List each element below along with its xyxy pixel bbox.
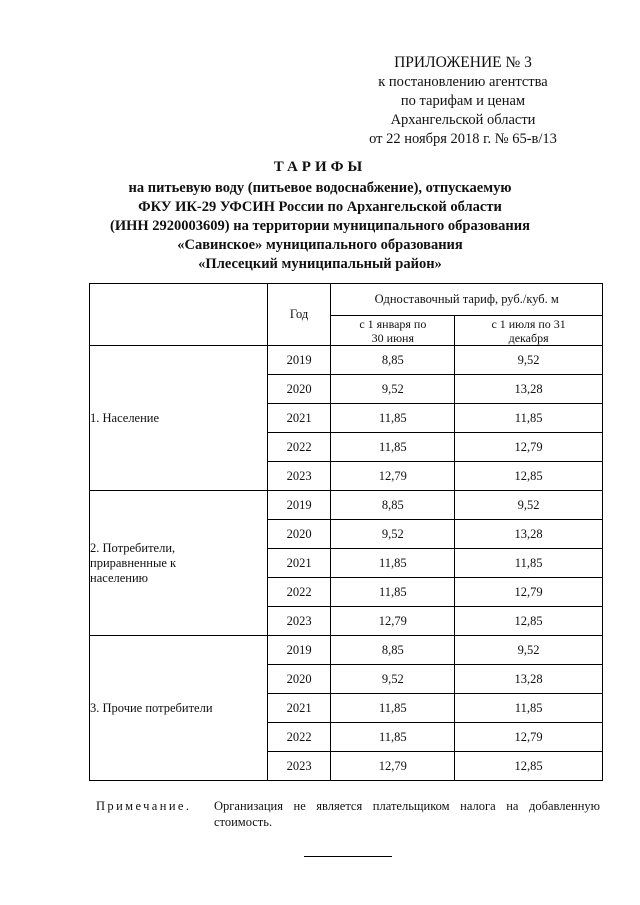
- year-cell: 2020: [267, 520, 331, 549]
- tariff-table: [89, 283, 603, 781]
- year-cell: 2023: [267, 752, 331, 781]
- header-period-1: с 1 января по 30 июня: [331, 316, 455, 346]
- tariff-h2-cell: 13,28: [455, 520, 603, 549]
- header-tariff: Одноставочный тариф, руб./куб. м: [331, 284, 603, 316]
- year-cell: 2020: [267, 375, 331, 404]
- appendix-line: Архангельской области: [390, 112, 536, 128]
- year-cell: 2019: [267, 636, 331, 665]
- appendix-line: по тарифам и ценам: [400, 93, 526, 109]
- header-period-2: с 1 июля по 31 декабря: [455, 316, 603, 346]
- year-cell: 2023: [267, 462, 331, 491]
- tariff-h1-cell: 9,52: [331, 375, 455, 404]
- title-main: ТАРИФЫ: [273, 159, 367, 175]
- tariff-h1-cell: 11,85: [331, 723, 455, 752]
- tariff-h2-cell: 9,52: [455, 346, 603, 375]
- title-line: ФКУ ИК-29 УФСИН России по Архангельской области: [138, 199, 502, 215]
- year-cell: 2019: [267, 491, 331, 520]
- tariff-h1-cell: 11,85: [331, 694, 455, 723]
- tariff-h2-cell: 12,85: [455, 752, 603, 781]
- appendix-line: к постановлению агентства: [378, 74, 548, 90]
- tariff-h2-cell: 13,28: [455, 665, 603, 694]
- category-cell: 3. Прочие потребители: [90, 636, 268, 781]
- note-text: Организация не является плательщиком налога на добавленную стоимость.: [214, 799, 600, 829]
- year-cell: 2022: [267, 433, 331, 462]
- title-line: (ИНН 2920003609) на территории муниципального образования: [110, 218, 530, 234]
- tariff-h1-cell: 8,85: [331, 346, 455, 375]
- tariff-h1-cell: 12,79: [331, 607, 455, 636]
- tariff-h1-cell: 11,85: [331, 549, 455, 578]
- title-line: «Савинское» муниципального образования: [177, 237, 463, 253]
- divider-line: [304, 856, 392, 857]
- year-cell: 2019: [267, 346, 331, 375]
- tariff-h1-cell: 9,52: [331, 665, 455, 694]
- header-category: [90, 284, 268, 346]
- tariff-h2-cell: 12,79: [455, 433, 603, 462]
- tariff-h1-cell: 8,85: [331, 636, 455, 665]
- tariff-h2-cell: 9,52: [455, 636, 603, 665]
- tariff-h2-cell: 11,85: [455, 549, 603, 578]
- appendix-line: от 22 ноября 2018 г. № 65-в/13: [369, 131, 557, 147]
- appendix-block: [320, 53, 606, 149]
- year-cell: 2020: [267, 665, 331, 694]
- title-line: «Плесецкий муниципальный район»: [198, 256, 442, 272]
- year-cell: 2021: [267, 694, 331, 723]
- note-label: Примечание.: [96, 799, 192, 813]
- tariff-h2-cell: 12,79: [455, 578, 603, 607]
- table-row: [90, 346, 603, 375]
- tariff-h2-cell: 11,85: [455, 404, 603, 433]
- tariff-h2-cell: 11,85: [455, 694, 603, 723]
- tariff-h2-cell: 12,79: [455, 723, 603, 752]
- table-row: [90, 491, 603, 520]
- tariff-h1-cell: 11,85: [331, 433, 455, 462]
- document-title: [0, 158, 640, 274]
- category-cell: 2. Потребители, приравненные к населению: [90, 491, 268, 636]
- title-line: на питьевую воду (питьевое водоснабжение), отпускаемую: [128, 180, 512, 196]
- year-cell: 2022: [267, 578, 331, 607]
- tariff-h1-cell: 11,85: [331, 404, 455, 433]
- year-cell: 2021: [267, 549, 331, 578]
- tariff-h1-cell: 8,85: [331, 491, 455, 520]
- tariff-h2-cell: 13,28: [455, 375, 603, 404]
- tariff-h1-cell: 12,79: [331, 752, 455, 781]
- tariff-h1-cell: 9,52: [331, 520, 455, 549]
- header-year: Год: [267, 284, 331, 346]
- year-cell: 2022: [267, 723, 331, 752]
- tariff-h1-cell: 12,79: [331, 462, 455, 491]
- year-cell: 2023: [267, 607, 331, 636]
- tariff-h2-cell: 12,85: [455, 462, 603, 491]
- year-cell: 2021: [267, 404, 331, 433]
- tariff-h1-cell: 11,85: [331, 578, 455, 607]
- category-cell: 1. Население: [90, 346, 268, 491]
- table-row: [90, 636, 603, 665]
- table-body: [90, 346, 603, 781]
- tariff-h2-cell: 9,52: [455, 491, 603, 520]
- appendix-heading: ПРИЛОЖЕНИЕ № 3: [394, 54, 532, 71]
- tariff-h2-cell: 12,85: [455, 607, 603, 636]
